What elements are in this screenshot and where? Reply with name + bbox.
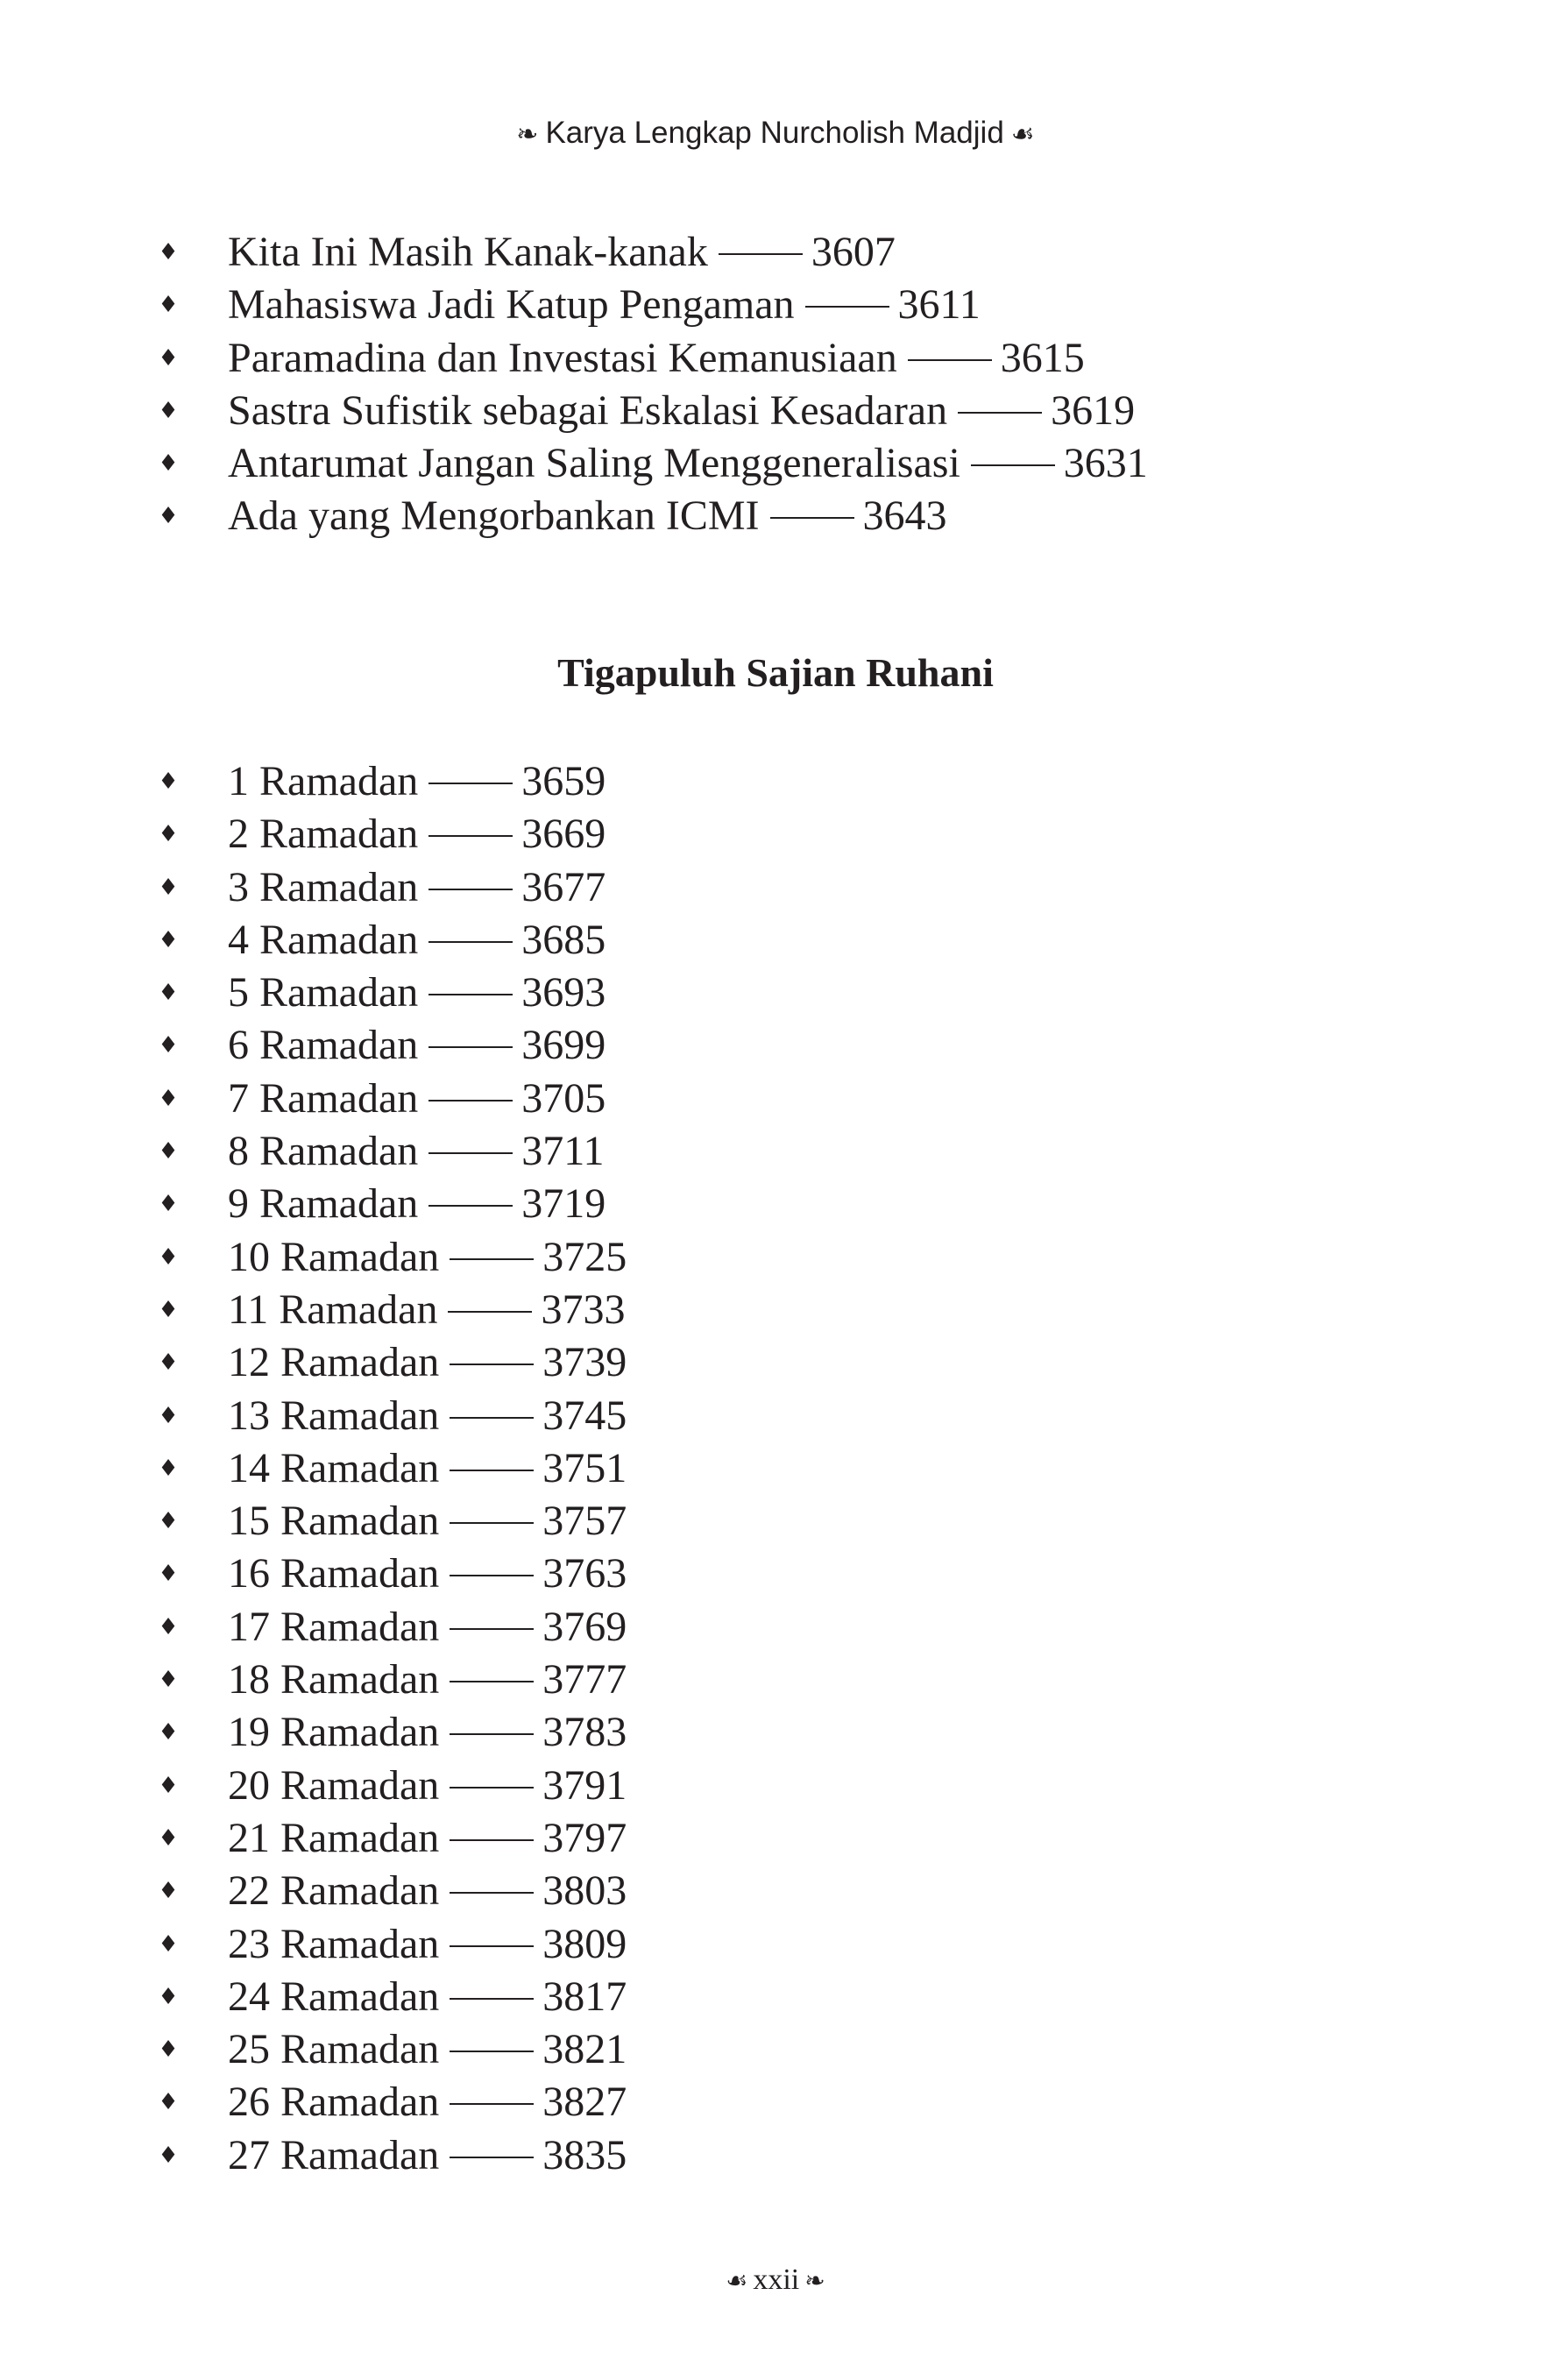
toc-entry-text xyxy=(228,967,606,1019)
toc-entry-title: 20 Ramadan xyxy=(228,1761,440,1809)
leader-dash xyxy=(428,889,513,890)
diamond-bullet-icon: ♦ xyxy=(158,926,179,953)
diamond-bullet-icon: ♦ xyxy=(158,1032,179,1059)
toc-entry-text xyxy=(228,1812,627,1865)
leader-dash xyxy=(448,1311,532,1313)
toc-entry-text xyxy=(228,755,606,808)
leader-dash xyxy=(450,1998,534,2000)
toc-entry-text xyxy=(228,226,896,279)
leader-dash xyxy=(450,2051,534,2052)
toc-entry-text xyxy=(228,1073,606,1125)
ornament-right-icon: ☙ xyxy=(1010,119,1035,150)
toc-entry-title: 4 Ramadan xyxy=(228,916,419,963)
toc-entry-title: 9 Ramadan xyxy=(228,1180,419,1228)
toc-entry-page: 3757 xyxy=(542,1498,627,1545)
running-header xyxy=(0,114,1551,154)
diamond-bullet-icon: ♦ xyxy=(158,1719,179,1746)
toc-entry-text xyxy=(228,385,1135,437)
toc-entry-text xyxy=(228,1442,627,1495)
diamond-bullet-icon: ♦ xyxy=(158,1243,179,1271)
page-number: xxii xyxy=(753,2263,800,2296)
diamond-bullet-icon: ♦ xyxy=(158,1349,179,1377)
leader-dash xyxy=(450,1470,534,1471)
toc-entry-page: 3763 xyxy=(542,1550,627,1597)
toc-entry-page: 3809 xyxy=(542,1920,627,1967)
toc-entry-title: Antarumat Jangan Saling Menggeneralisasi xyxy=(228,440,960,487)
toc-entry-title: Mahasiswa Jadi Katup Pengaman xyxy=(228,281,795,329)
leader-dash xyxy=(805,306,889,308)
leader-dash xyxy=(450,1417,534,1419)
toc-entry-text xyxy=(228,1125,604,1178)
leader-dash xyxy=(450,2103,534,2105)
diamond-bullet-icon: ♦ xyxy=(158,1772,179,1799)
toc-entry-title: 16 Ramadan xyxy=(228,1550,440,1597)
toc-entry-text xyxy=(228,1865,627,1917)
toc-entry-text xyxy=(228,1971,627,2023)
toc-entry-text xyxy=(228,1178,606,1230)
toc-entry-title: Sastra Sufistik sebagai Eskalasi Kesadaran xyxy=(228,386,948,434)
toc-entry-text xyxy=(228,1390,627,1442)
toc-entry-text xyxy=(228,1231,627,1284)
toc-entry-page: 3685 xyxy=(521,916,606,963)
ornament-right-icon: ❧ xyxy=(804,2266,825,2295)
diamond-bullet-icon: ♦ xyxy=(158,1508,179,1535)
toc-entry-page: 3611 xyxy=(897,281,981,329)
toc-entry-text xyxy=(228,1336,627,1389)
toc-entry-page: 3659 xyxy=(521,758,606,804)
diamond-bullet-icon: ♦ xyxy=(158,1085,179,1112)
toc-entry-title: 2 Ramadan xyxy=(228,811,419,858)
leader-dash xyxy=(450,1575,534,1576)
diamond-bullet-icon: ♦ xyxy=(158,292,179,319)
leader-dash xyxy=(958,412,1042,414)
toc-entry-page: 3745 xyxy=(542,1392,627,1439)
toc-entry-text xyxy=(228,1284,625,1336)
toc-entry-page: 3827 xyxy=(542,2079,627,2126)
toc-entry-title: 12 Ramadan xyxy=(228,1339,440,1386)
toc-entry-title: 21 Ramadan xyxy=(228,1814,440,1861)
toc-entry-page: 3725 xyxy=(542,1233,627,1280)
diamond-bullet-icon: ♦ xyxy=(158,2089,179,2116)
toc-entry-text xyxy=(228,1654,627,1706)
toc-entry-title: 25 Ramadan xyxy=(228,2026,440,2073)
toc-entry-title: 1 Ramadan xyxy=(228,758,419,804)
ornament-left-icon: ❧ xyxy=(516,119,539,150)
toc-entry-title: 10 Ramadan xyxy=(228,1233,440,1280)
toc-entry-text xyxy=(228,279,981,331)
toc-entry-page: 3705 xyxy=(521,1074,606,1122)
book-title: Karya Lengkap Nurcholish Madjid xyxy=(545,116,1004,150)
toc-entry-title: 23 Ramadan xyxy=(228,1920,440,1967)
toc-entry-page: 3699 xyxy=(521,1022,606,1069)
leader-dash xyxy=(428,1046,513,1048)
toc-entry-text xyxy=(228,2129,627,2182)
toc-entry-title: 27 Ramadan xyxy=(228,2131,440,2178)
leader-dash xyxy=(719,253,803,255)
diamond-bullet-icon: ♦ xyxy=(158,1138,179,1165)
toc-entry-page: 3711 xyxy=(521,1128,605,1175)
toc-entry-title: 19 Ramadan xyxy=(228,1709,440,1756)
diamond-bullet-icon: ♦ xyxy=(158,2036,179,2064)
leader-dash xyxy=(450,1522,534,1524)
diamond-bullet-icon: ♦ xyxy=(158,1561,179,1588)
toc-entry-text xyxy=(228,1495,627,1548)
toc-entry-page: 3719 xyxy=(521,1180,606,1228)
toc-entry-title: 14 Ramadan xyxy=(228,1444,440,1491)
toc-entry-page: 3643 xyxy=(862,492,947,540)
toc-entry-page: 3783 xyxy=(542,1709,627,1756)
toc-entry-text xyxy=(228,1548,627,1600)
diamond-bullet-icon: ♦ xyxy=(158,1667,179,1694)
toc-entry-title: 22 Ramadan xyxy=(228,1867,440,1915)
toc-entry-title: 17 Ramadan xyxy=(228,1603,440,1650)
diamond-bullet-icon: ♦ xyxy=(158,1878,179,1905)
toc-entry-title: Ada yang Mengorbankan ICMI xyxy=(228,492,760,540)
section-title: Tigapuluh Sajian Ruhani xyxy=(557,650,994,695)
toc-entry-text xyxy=(228,1019,606,1072)
toc-entry-page: 3835 xyxy=(542,2131,627,2178)
diamond-bullet-icon: ♦ xyxy=(158,397,179,424)
diamond-bullet-icon: ♦ xyxy=(158,450,179,478)
toc-entry-text xyxy=(228,1706,627,1759)
diamond-bullet-icon: ♦ xyxy=(158,1191,179,1218)
toc-entry-text xyxy=(228,437,1148,490)
toc-entry-page: 3677 xyxy=(521,863,606,910)
toc-entry-page: 3739 xyxy=(542,1339,627,1386)
diamond-bullet-icon: ♦ xyxy=(158,1930,179,1958)
toc-entry-page: 3769 xyxy=(542,1603,627,1650)
diamond-bullet-icon: ♦ xyxy=(158,1296,179,1323)
toc-entry-text xyxy=(228,861,606,914)
leader-dash xyxy=(428,1100,513,1101)
diamond-bullet-icon: ♦ xyxy=(158,503,179,530)
toc-entry-text xyxy=(228,2076,627,2129)
diamond-bullet-icon: ♦ xyxy=(158,769,179,795)
toc-entry-page: 3797 xyxy=(542,1814,627,1861)
toc-entry-text xyxy=(228,2023,627,2076)
toc-entry-text xyxy=(228,808,606,861)
toc-entry-page: 3693 xyxy=(521,969,606,1016)
ornament-left-icon: ☙ xyxy=(726,2266,748,2295)
toc-entry-page: 3751 xyxy=(542,1444,627,1491)
toc-entry-page: 3631 xyxy=(1063,440,1148,487)
leader-dash xyxy=(450,1681,534,1682)
toc-entry-text xyxy=(228,490,947,542)
toc-entry-title: 11 Ramadan xyxy=(228,1286,438,1333)
leader-dash xyxy=(450,1364,534,1365)
leader-dash xyxy=(450,1733,534,1735)
toc-entry-page: 3791 xyxy=(542,1761,627,1809)
toc-entry-page: 3777 xyxy=(542,1656,627,1704)
leader-dash xyxy=(971,464,1055,466)
leader-dash xyxy=(450,1628,534,1630)
toc-entry-title: Kita Ini Masih Kanak-kanak xyxy=(228,229,708,275)
diamond-bullet-icon: ♦ xyxy=(158,1824,179,1852)
leader-dash xyxy=(428,783,513,784)
toc-entry-text xyxy=(228,1760,627,1812)
toc-entry-page: 3817 xyxy=(542,1973,627,2020)
diamond-bullet-icon: ♦ xyxy=(158,239,179,266)
leader-dash xyxy=(450,1945,534,1947)
diamond-bullet-icon: ♦ xyxy=(158,980,179,1007)
leader-dash xyxy=(428,835,513,837)
leader-dash xyxy=(450,1892,534,1894)
leader-dash xyxy=(450,1258,534,1260)
toc-entry-title: 6 Ramadan xyxy=(228,1022,419,1069)
leader-dash xyxy=(450,1839,534,1841)
diamond-bullet-icon: ♦ xyxy=(158,344,179,372)
toc-entry-text xyxy=(228,914,606,967)
toc-entry-title: 24 Ramadan xyxy=(228,1973,440,2020)
leader-dash xyxy=(428,994,513,995)
toc-entry-title: 3 Ramadan xyxy=(228,863,419,910)
page-number-footer xyxy=(0,2261,1551,2300)
leader-dash xyxy=(908,359,992,361)
toc-entry-page: 3803 xyxy=(542,1867,627,1915)
leader-dash xyxy=(770,517,854,519)
toc-entry-page: 3615 xyxy=(1000,334,1085,381)
toc-entry-title: 8 Ramadan xyxy=(228,1128,419,1175)
toc-entry-title: Paramadina dan Investasi Kemanusiaan xyxy=(228,334,897,381)
toc-entry-page: 3733 xyxy=(541,1286,626,1333)
toc-entry-page: 3607 xyxy=(811,229,896,275)
leader-dash xyxy=(450,1787,534,1789)
toc-entry-page: 3821 xyxy=(542,2026,627,2073)
diamond-bullet-icon: ♦ xyxy=(158,1983,179,2010)
toc-entry-page: 3669 xyxy=(521,811,606,858)
leader-dash xyxy=(428,1205,513,1207)
toc-entry-title: 15 Ramadan xyxy=(228,1498,440,1545)
diamond-bullet-icon: ♦ xyxy=(158,821,179,848)
toc-entry-title: 7 Ramadan xyxy=(228,1074,419,1122)
toc-entry-text xyxy=(228,1601,627,1654)
toc-entry-title: 18 Ramadan xyxy=(228,1656,440,1704)
diamond-bullet-icon: ♦ xyxy=(158,2142,179,2169)
diamond-bullet-icon: ♦ xyxy=(158,1455,179,1482)
diamond-bullet-icon: ♦ xyxy=(158,874,179,901)
toc-entry-title: 26 Ramadan xyxy=(228,2079,440,2126)
toc-entry-page: 3619 xyxy=(1051,386,1136,434)
toc-entry-text xyxy=(228,332,1085,385)
leader-dash xyxy=(428,1152,513,1154)
leader-dash xyxy=(428,941,513,943)
toc-entry-title: 13 Ramadan xyxy=(228,1392,440,1439)
diamond-bullet-icon: ♦ xyxy=(158,1613,179,1640)
toc-entry-text xyxy=(228,1918,627,1971)
leader-dash xyxy=(450,2157,534,2158)
toc-entry-title: 5 Ramadan xyxy=(228,969,419,1016)
diamond-bullet-icon: ♦ xyxy=(158,1402,179,1429)
